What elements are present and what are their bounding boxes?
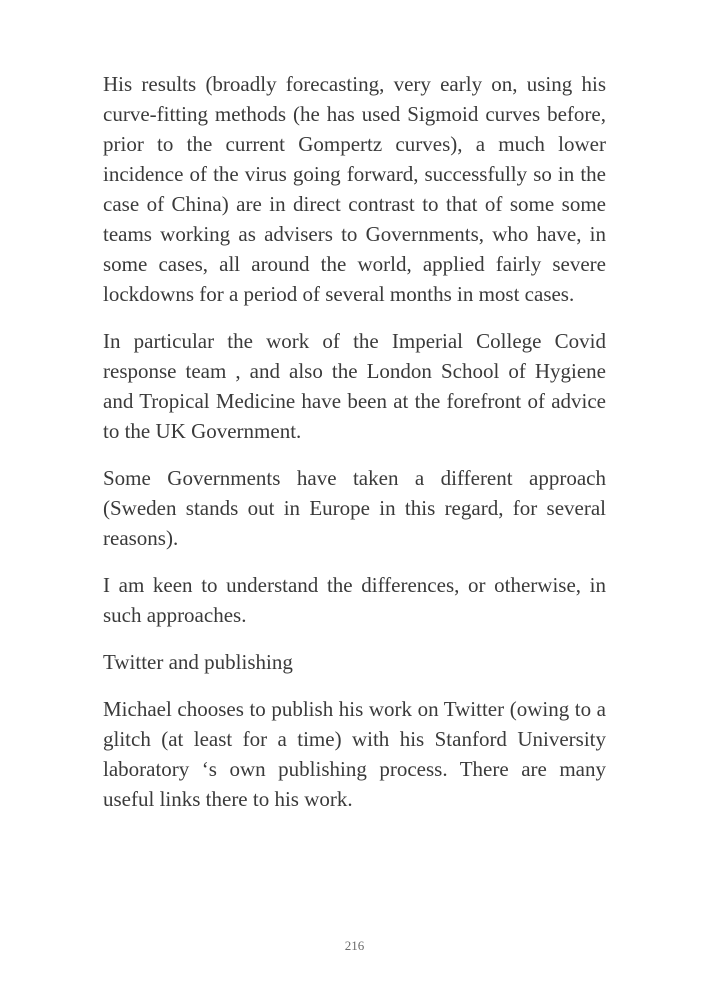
body-paragraph: In particular the work of the Imperial College Covid response team , and also the London School of Hygiene and Tropical Medicine have been at the forefront of advice to the UK Government. [103,329,606,443]
body-paragraph: Michael chooses to publish his work on Twitter (owing to a glitch (at least for a time) with his Stanford University laboratory ‘s own publishing process. There are many useful links there to his work. [103,697,606,811]
body-paragraph: Some Governments have taken a different approach (Sweden stands out in Europe in this regard, for several reasons). [103,466,606,550]
body-paragraph: I am keen to understand the differences, or otherwise, in such approaches. [103,573,606,627]
text-content [103,69,606,831]
section-heading: Twitter and publishing [103,650,293,674]
page-number: 216 [344,938,365,953]
body-paragraph: His results (broadly forecasting, very early on, using his curve-fitting methods (he has used Sigmoid curves before, prior to the current Gompertz curves), a much lower incidence of the virus going forward, successfully so in the case of China) are in direct contrast to that of some some teams working as advisers to Governments, who have, in some cases, all around the world, applied fairly severe lockdowns for a period of several months in most cases. [103,72,606,306]
